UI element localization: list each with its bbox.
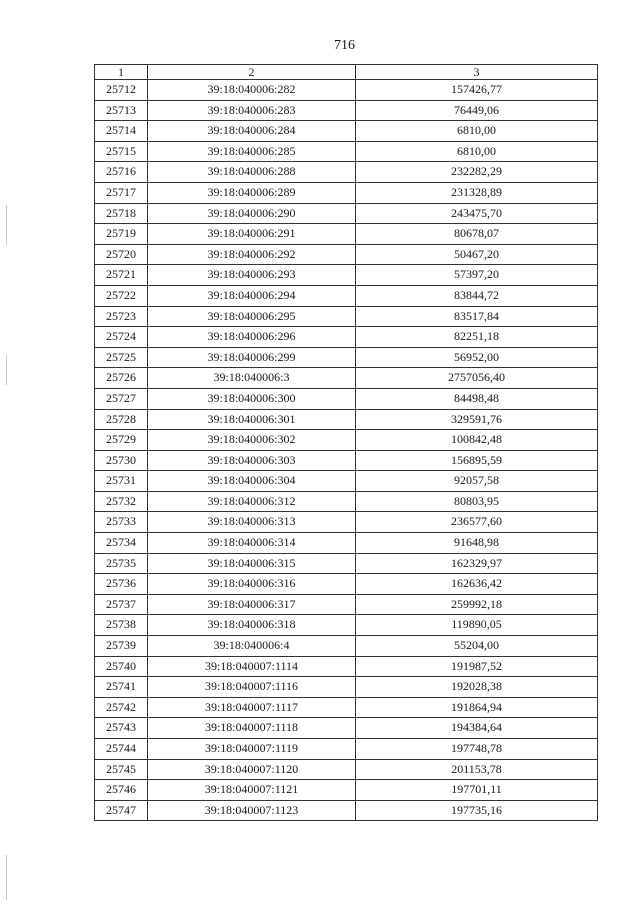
cadastral-number-cell: 39:18:040006:295 (148, 306, 356, 327)
table-row (95, 141, 598, 162)
row-number-cell: 25717 (95, 182, 148, 203)
table-row (95, 409, 598, 430)
row-number-cell: 25728 (95, 409, 148, 430)
table-row (95, 718, 598, 739)
table-row (95, 615, 598, 636)
cadastral-number-cell: 39:18:040006:289 (148, 182, 356, 203)
table-row (95, 203, 598, 224)
cadastral-number-cell: 39:18:040006:291 (148, 224, 356, 245)
column-header-1: 1 (95, 65, 148, 80)
row-number-cell: 25732 (95, 491, 148, 512)
column-header-3: 3 (356, 65, 598, 80)
table-row (95, 491, 598, 512)
row-number-cell: 25739 (95, 636, 148, 657)
value-cell: 192028,38 (356, 677, 598, 698)
row-number-cell: 25714 (95, 121, 148, 142)
row-number-cell: 25736 (95, 574, 148, 595)
table-row (95, 327, 598, 348)
table-row (95, 100, 598, 121)
table-row (95, 780, 598, 801)
table-row (95, 244, 598, 265)
table-row (95, 430, 598, 451)
value-cell: 84498,48 (356, 388, 598, 409)
row-number-cell: 25713 (95, 100, 148, 121)
table-row (95, 285, 598, 306)
cadastral-number-cell: 39:18:040006:282 (148, 80, 356, 101)
table-row (95, 471, 598, 492)
table-row (95, 265, 598, 286)
value-cell: 91648,98 (356, 533, 598, 554)
value-cell: 191864,94 (356, 697, 598, 718)
row-number-cell: 25725 (95, 347, 148, 368)
cadastral-number-cell: 39:18:040006:283 (148, 100, 356, 121)
value-cell: 197735,16 (356, 800, 598, 821)
row-number-cell: 25729 (95, 430, 148, 451)
row-number-cell: 25726 (95, 368, 148, 389)
cadastral-number-cell: 39:18:040006:318 (148, 615, 356, 636)
value-cell: 156895,59 (356, 450, 598, 471)
cadastral-number-cell: 39:18:040006:294 (148, 285, 356, 306)
value-cell: 82251,18 (356, 327, 598, 348)
table-row (95, 677, 598, 698)
cadastral-number-cell: 39:18:040007:1116 (148, 677, 356, 698)
table-row (95, 800, 598, 821)
table-row (95, 121, 598, 142)
scan-mark (6, 355, 7, 385)
row-number-cell: 25734 (95, 533, 148, 554)
row-number-cell: 25742 (95, 697, 148, 718)
value-cell: 197701,11 (356, 780, 598, 801)
scan-mark (6, 205, 7, 245)
cadastral-number-cell: 39:18:040007:1119 (148, 739, 356, 760)
value-cell: 162329,97 (356, 553, 598, 574)
value-cell: 194384,64 (356, 718, 598, 739)
row-number-cell: 25730 (95, 450, 148, 471)
row-number-cell: 25720 (95, 244, 148, 265)
cadastral-number-cell: 39:18:040007:1120 (148, 759, 356, 780)
row-number-cell: 25731 (95, 471, 148, 492)
table-row (95, 636, 598, 657)
header-row (95, 65, 598, 80)
value-cell: 56952,00 (356, 347, 598, 368)
value-cell: 83844,72 (356, 285, 598, 306)
table-header (95, 65, 598, 80)
value-cell: 243475,70 (356, 203, 598, 224)
cadastral-number-cell: 39:18:040006:304 (148, 471, 356, 492)
table-row (95, 574, 598, 595)
cadastral-number-cell: 39:18:040007:1117 (148, 697, 356, 718)
row-number-cell: 25737 (95, 594, 148, 615)
row-number-cell: 25735 (95, 553, 148, 574)
value-cell: 83517,84 (356, 306, 598, 327)
table-row (95, 739, 598, 760)
cadastral-number-cell: 39:18:040006:285 (148, 141, 356, 162)
row-number-cell: 25715 (95, 141, 148, 162)
row-number-cell: 25746 (95, 780, 148, 801)
value-cell: 236577,60 (356, 512, 598, 533)
table-row (95, 594, 598, 615)
table-row (95, 388, 598, 409)
row-number-cell: 25744 (95, 739, 148, 760)
row-number-cell: 25745 (95, 759, 148, 780)
cadastral-number-cell: 39:18:040006:292 (148, 244, 356, 265)
value-cell: 80678,07 (356, 224, 598, 245)
table-row (95, 368, 598, 389)
value-cell: 6810,00 (356, 141, 598, 162)
table-row (95, 533, 598, 554)
value-cell: 6810,00 (356, 121, 598, 142)
cadastral-number-cell: 39:18:040006:296 (148, 327, 356, 348)
cadastral-number-cell: 39:18:040006:290 (148, 203, 356, 224)
table-body (95, 80, 598, 821)
table-row (95, 80, 598, 101)
cadastral-number-cell: 39:18:040006:317 (148, 594, 356, 615)
value-cell: 50467,20 (356, 244, 598, 265)
cadastral-number-cell: 39:18:040006:303 (148, 450, 356, 471)
table-row (95, 306, 598, 327)
scan-mark (6, 855, 7, 900)
cadastral-number-cell: 39:18:040006:301 (148, 409, 356, 430)
row-number-cell: 25719 (95, 224, 148, 245)
value-cell: 55204,00 (356, 636, 598, 657)
cadastral-number-cell: 39:18:040006:302 (148, 430, 356, 451)
cadastral-number-cell: 39:18:040006:299 (148, 347, 356, 368)
cadastral-number-cell: 39:18:040006:313 (148, 512, 356, 533)
value-cell: 329591,76 (356, 409, 598, 430)
value-cell: 2757056,40 (356, 368, 598, 389)
row-number-cell: 25733 (95, 512, 148, 533)
cadastral-number-cell: 39:18:040006:288 (148, 162, 356, 183)
value-cell: 57397,20 (356, 265, 598, 286)
table-row (95, 512, 598, 533)
cadastral-number-cell: 39:18:040006:284 (148, 121, 356, 142)
cadastral-number-cell: 39:18:040007:1121 (148, 780, 356, 801)
value-cell: 231328,89 (356, 182, 598, 203)
value-cell: 100842,48 (356, 430, 598, 451)
cadastral-number-cell: 39:18:040007:1118 (148, 718, 356, 739)
page-number: 716 (334, 38, 355, 53)
value-cell: 157426,77 (356, 80, 598, 101)
row-number-cell: 25722 (95, 285, 148, 306)
table-row (95, 656, 598, 677)
table-row (95, 553, 598, 574)
table-row (95, 347, 598, 368)
row-number-cell: 25743 (95, 718, 148, 739)
cadastral-number-cell: 39:18:040006:300 (148, 388, 356, 409)
cadastral-number-cell: 39:18:040007:1123 (148, 800, 356, 821)
value-cell: 201153,78 (356, 759, 598, 780)
cadastral-number-cell: 39:18:040006:293 (148, 265, 356, 286)
cadastral-number-cell: 39:18:040006:3 (148, 368, 356, 389)
row-number-cell: 25740 (95, 656, 148, 677)
value-cell: 259992,18 (356, 594, 598, 615)
row-number-cell: 25741 (95, 677, 148, 698)
cadastral-number-cell: 39:18:040006:4 (148, 636, 356, 657)
row-number-cell: 25727 (95, 388, 148, 409)
table-row (95, 224, 598, 245)
value-cell: 80803,95 (356, 491, 598, 512)
cadastral-number-cell: 39:18:040006:315 (148, 553, 356, 574)
row-number-cell: 25747 (95, 800, 148, 821)
column-header-2: 2 (148, 65, 356, 80)
cadastral-number-cell: 39:18:040007:1114 (148, 656, 356, 677)
cadastral-number-cell: 39:18:040006:312 (148, 491, 356, 512)
value-cell: 191987,52 (356, 656, 598, 677)
row-number-cell: 25738 (95, 615, 148, 636)
row-number-cell: 25721 (95, 265, 148, 286)
table-row (95, 759, 598, 780)
table-row (95, 182, 598, 203)
row-number-cell: 25716 (95, 162, 148, 183)
value-cell: 197748,78 (356, 739, 598, 760)
row-number-cell: 25723 (95, 306, 148, 327)
table-row (95, 450, 598, 471)
registry-table (94, 64, 598, 821)
value-cell: 76449,06 (356, 100, 598, 121)
row-number-cell: 25712 (95, 80, 148, 101)
table-row (95, 697, 598, 718)
cadastral-number-cell: 39:18:040006:314 (148, 533, 356, 554)
value-cell: 119890,05 (356, 615, 598, 636)
row-number-cell: 25724 (95, 327, 148, 348)
value-cell: 162636,42 (356, 574, 598, 595)
row-number-cell: 25718 (95, 203, 148, 224)
cadastral-number-cell: 39:18:040006:316 (148, 574, 356, 595)
value-cell: 232282,29 (356, 162, 598, 183)
value-cell: 92057,58 (356, 471, 598, 492)
table-row (95, 162, 598, 183)
